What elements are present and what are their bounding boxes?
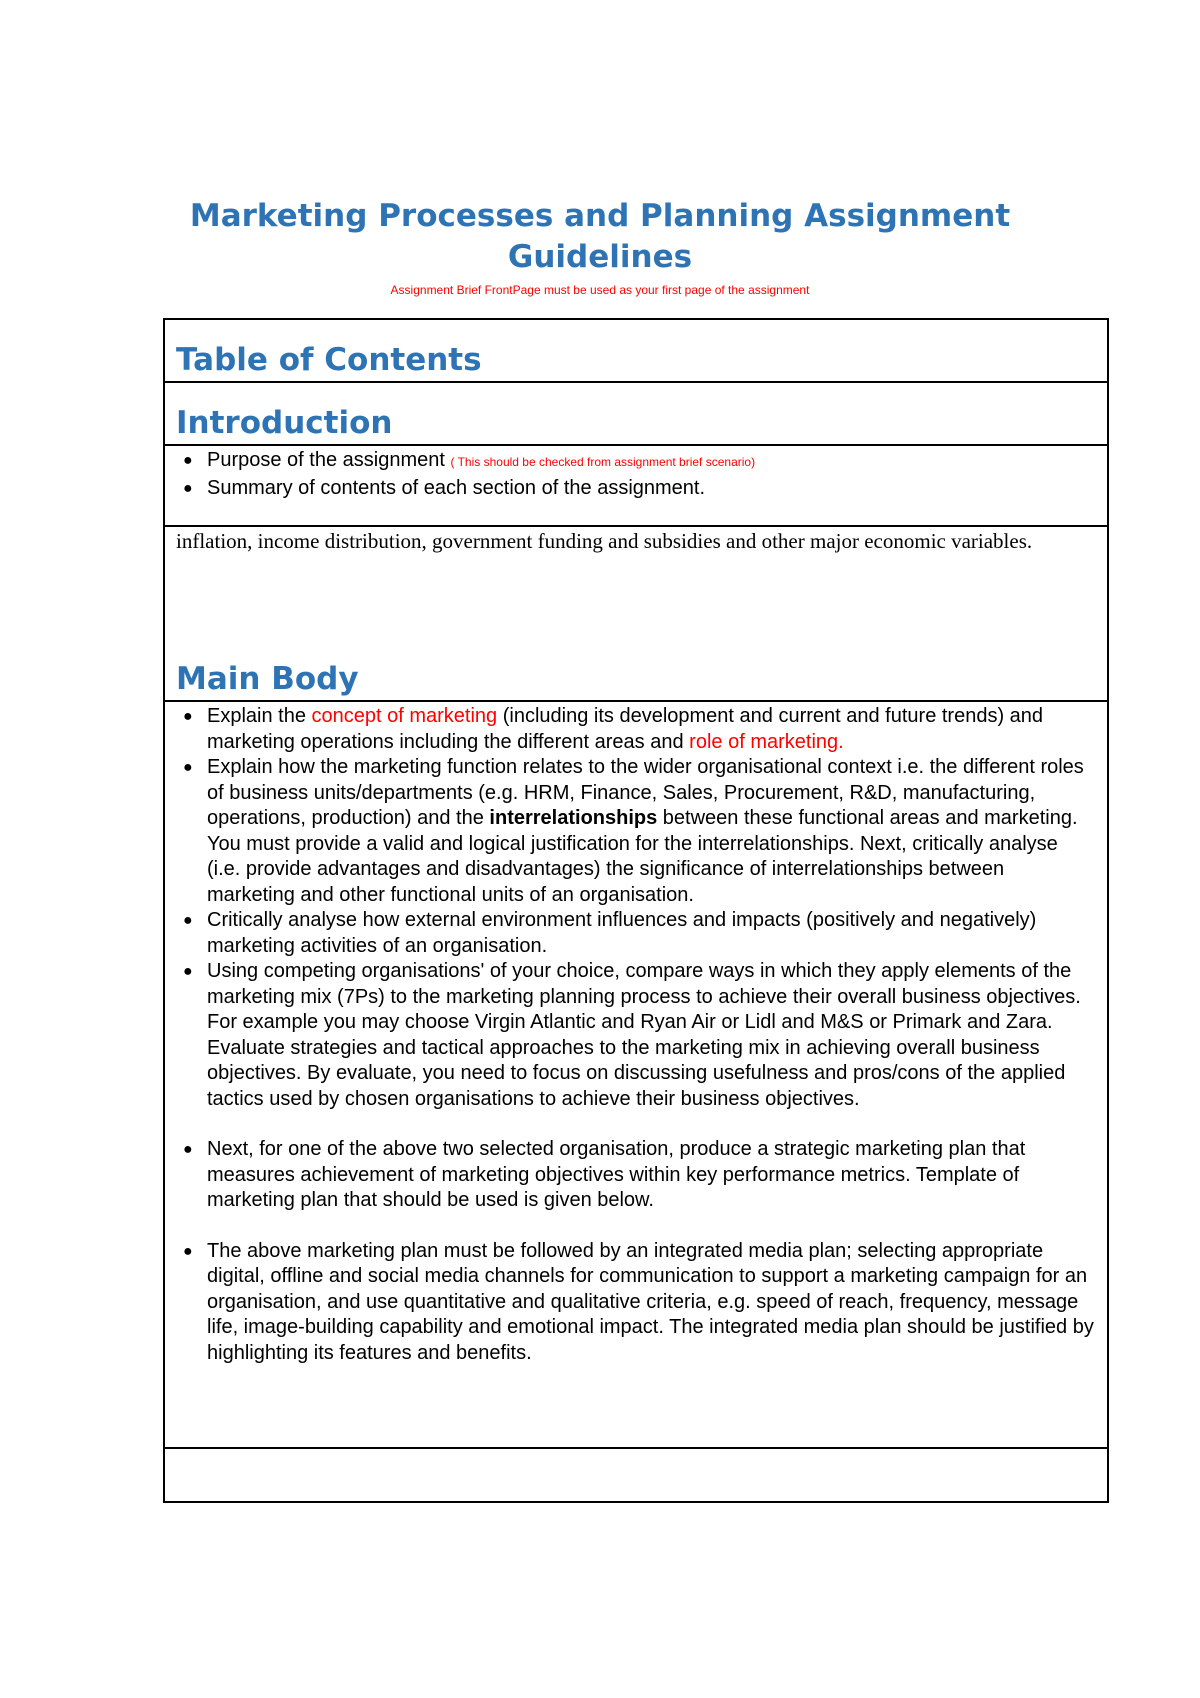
bullet-icon: ● [183, 452, 193, 469]
row-divider [165, 381, 1107, 383]
main-body-list [165, 704, 1095, 1366]
concept-of-marketing-highlight: concept of marketing [311, 705, 498, 727]
scenario-note: ( This should be checked from assignment brief scenario) [450, 455, 756, 469]
list-item: ● Summary of contents of each section of the assignment. [207, 476, 1095, 502]
main-body-heading: Main Body [176, 661, 359, 697]
economic-variables-paragraph: inflation, income distribution, government funding and subsidies and other major economic variables. [176, 529, 1033, 553]
bullet-icon: ● [183, 759, 193, 776]
list-item: ● Critically analyse how external environment influences and impacts (positively and negatively) marketing activities of an organisation. [183, 909, 1037, 957]
bullet-icon: ● [183, 1141, 193, 1158]
toc-heading: Table of Contents [176, 342, 482, 378]
row-divider [165, 1447, 1107, 1449]
bullet-icon: ● [183, 1242, 193, 1260]
introduction-heading: Introduction [176, 405, 393, 441]
row-divider [165, 444, 1107, 446]
list-item: ● Explain how the marketing function relates to the wider organisational context i.e. the different roles of business units/departments (e.g. HRM, Finance, Sales, Procurement, R&D, manufacturing, operations, production) and the interrelationships between these functional areas and marketing. You must provide a valid and logical justification for the interrelationships. Next, critically analyse (i.e. provide advantages and disadvantages) the significance of interrelationships between marketing and other functional units of an organisation. [183, 756, 1084, 906]
bullet-icon: ● [183, 708, 193, 725]
introduction-list [165, 448, 1095, 501]
bullet-icon: ● [183, 963, 193, 980]
document-subtitle: Assignment Brief FrontPage must be used as your first page of the assignment [390, 283, 810, 297]
interrelationships-bold: interrelationships [489, 807, 658, 829]
contents-table [163, 318, 1109, 1503]
list-item: ● Next, for one of the above two selected organisation, produce a strategic marketing plan that measures achievement of marketing objectives within key performance metrics. Template of marketing plan that should be used is given below. [183, 1138, 1026, 1211]
list-item: ● The above marketing plan must be followed by an integrated media plan; selecting appropriate digital, offline and social media channels for communication to support a marketing campaign for an organisation, and use quantitative and qualitative criteria, e.g. speed of reach, frequency, message life, image-building capability and emotional impact. The integrated media plan should be justified by highlighting its features and benefits. [183, 1239, 1094, 1364]
row-divider [165, 700, 1107, 702]
list-item: ● Explain the concept of marketing (including its development and current and future trends) and marketing operations including the different areas and role of marketing. [183, 705, 1044, 753]
document-title: Marketing Processes and Planning Assignment Guidelines [189, 198, 1011, 275]
bullet-icon: ● [183, 912, 193, 929]
role-of-marketing-highlight: role of marketing. [689, 730, 844, 753]
list-item: ● Using competing organisations' of your choice, compare ways in which they apply elements of the marketing mix (7Ps) to the marketing planning process to achieve their overall business objectives. For example you may choose Virgin Atlantic and Ryan Air or Lidl and M&S or Primark and Zara. Evaluate strategies and tactical approaches to the marketing mix in achieving overall business objectives. By evaluate, you need to focus on discussing usefulness and pros/cons of the applied tactics used by chosen organisations to achieve their business objectives. [183, 960, 1081, 1110]
list-item: ● Purpose of the assignment ( This should be checked from assignment brief scenario) [207, 448, 1095, 476]
bullet-icon: ● [183, 479, 193, 497]
